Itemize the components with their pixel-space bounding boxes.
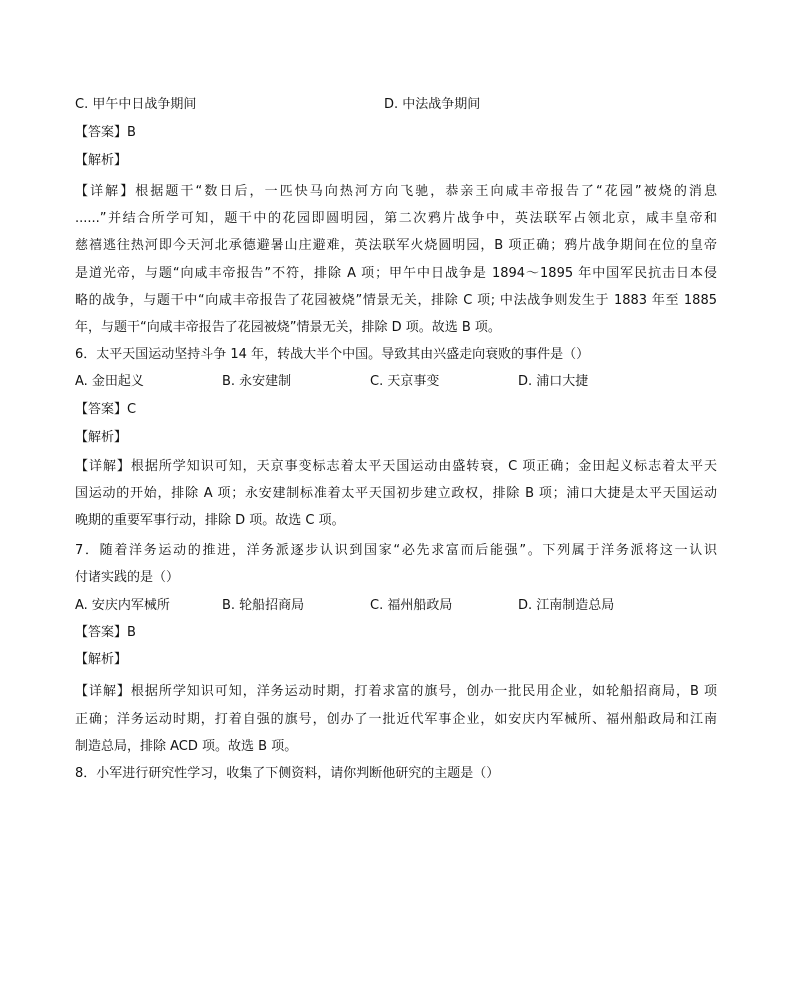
q7-detail-line-2: 正确；洋务运动时期，打着自强的旗号，创办了一批近代军事企业，如安庆内军械所、福州船政局和江南 [75, 712, 717, 727]
q7-detail-line-3: 制造总局，排除 ACD 项。故选 B 项。 [75, 739, 298, 754]
q7-answer: 【答案】B [75, 625, 136, 640]
q7-option-b: B. 轮船招商局 [222, 598, 305, 613]
q6-option-a: A. 金田起义 [75, 374, 144, 389]
q6-detail-line-1: 【详解】根据所学知识可知，天京事变标志着太平天国运动由盛转衰，C 项正确；金田起义标志着太平天 [75, 459, 717, 474]
q7-detail-line-1: 【详解】根据所学知识可知，洋务运动时期，打着求富的旗号，创办一批民用企业，如轮船招商局，B 项 [75, 684, 717, 699]
q6-stem: 6．太平天国运动坚持斗争 14 年，转战大半个中国。导致其由兴盛走向衰败的事件是（） [75, 347, 590, 362]
q6-option-c: C. 天京事变 [370, 374, 440, 389]
q6-detail-line-3: 晚期的重要军事行动，排除 D 项。故选 C 项。 [75, 513, 345, 528]
q5-detail-line-3: 慈禧逃往热河即今天河北承德避暑山庄避难，英法联军火烧圆明园，B 项正确；鸦片战争期间在位的皇帝 [75, 238, 717, 253]
q7-option-d: D. 江南制造总局 [518, 598, 615, 613]
q5-detail-line-4: 是道光帝，与题“向咸丰帝报告”不符，排除 A 项；甲午中日战争是 1894～1895 年中国军民抗击日本侵 [75, 266, 717, 281]
q5-analysis-label: 【解析】 [75, 153, 128, 168]
q5-option-d: D. 中法战争期间 [384, 97, 481, 112]
q6-analysis-label: 【解析】 [75, 430, 128, 445]
q5-option-c: C. 甲午中日战争期间 [75, 97, 197, 112]
q7-option-c: C. 福州船政局 [370, 598, 453, 613]
q5-detail-line-1: 【详解】根据题干“数日后，一匹快马向热河方向飞驰，恭亲王向咸丰帝报告了“花园”被烧的消息 [75, 184, 717, 199]
q5-answer: 【答案】B [75, 125, 136, 140]
q8-stem: 8．小军进行研究性学习，收集了下侧资料，请你判断他研究的主题是（） [75, 766, 500, 781]
q5-detail-line-2: ......”并结合所学可知，题干中的花园即圆明园，第二次鸦片战争中，英法联军占领北京，咸丰皇帝和 [75, 211, 717, 226]
q7-analysis-label: 【解析】 [75, 652, 128, 667]
q7-stem-line-2: 付诸实践的是（） [75, 570, 180, 585]
q6-answer: 【答案】C [75, 402, 137, 417]
q5-detail-line-6: 年，与题干“向咸丰帝报告了花园被烧”情景无关，排除 D 项。故选 B 项。 [75, 320, 501, 335]
q7-option-a: A. 安庆内军械所 [75, 598, 170, 613]
q7-stem-line-1: 7．随着洋务运动的推进，洋务派逐步认识到国家“必先求富而后能强”。下列属于洋务派将这一认识 [75, 543, 717, 558]
q6-option-b: B. 永安建制 [222, 374, 292, 389]
q6-detail-line-2: 国运动的开始，排除 A 项；永安建制标准着太平天国初步建立政权，排除 B 项；浦口大捷是太平天国运动 [75, 486, 717, 501]
q5-detail-line-5: 略的战争，与题干中“向咸丰帝报告了花园被烧”情景无关，排除 C 项; 中法战争则发生于 1883 年至 1885 [75, 293, 717, 308]
q6-option-d: D. 浦口大捷 [518, 374, 589, 389]
